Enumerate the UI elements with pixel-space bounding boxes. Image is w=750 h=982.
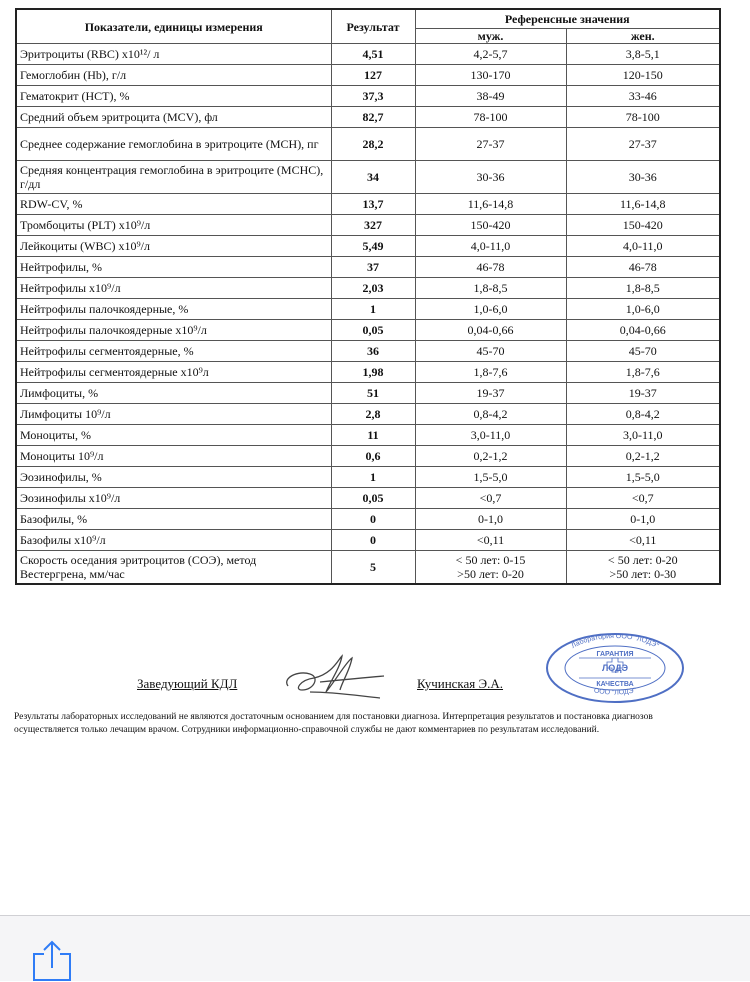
row-ref-female: 33-46 [566, 86, 720, 107]
row-ref-female: 46-78 [566, 257, 720, 278]
row-name: Лимфоциты, % [16, 383, 331, 404]
stamp-middle3: КАЧЕСТВА [596, 681, 634, 688]
stamp-bottom-text: ООО "ЛОДЭ" [593, 687, 637, 697]
row-ref-female: 0,2-1,2 [566, 446, 720, 467]
row-ref-female: <0,11 [566, 530, 720, 551]
row-ref-female: 1,0-6,0 [566, 299, 720, 320]
esr-name-line1: Скорость оседания эритроцитов (СОЭ), метод [20, 553, 257, 567]
row-ref-male: 3,0-11,0 [415, 425, 566, 446]
signature-icon [280, 652, 390, 702]
row-value: 51 [331, 383, 415, 404]
row-ref-female: 150-420 [566, 215, 720, 236]
table-row [16, 383, 720, 404]
row-name: Лейкоциты (WBC) x10⁹/л [16, 236, 331, 257]
row-value: 2,8 [331, 404, 415, 425]
header-male: муж. [415, 29, 566, 44]
row-value: 1 [331, 299, 415, 320]
table-row [16, 404, 720, 425]
disclaimer-text: Результаты лабораторных исследований не являются достаточным основанием для постановки диагноза. Интерпретация результатов и постановка диагнозов осуществляется только лечащим врачом. Сотрудники информационно-справочной службы не дают комментариев по результатам исследований. [14, 712, 653, 735]
row-ref-male: 45-70 [415, 341, 566, 362]
row-ref-male: 38-49 [415, 86, 566, 107]
row-value: 127 [331, 65, 415, 86]
row-ref-female: 45-70 [566, 341, 720, 362]
row-value: 1,98 [331, 362, 415, 383]
row-value: 36 [331, 341, 415, 362]
row-name: Нейтрофилы палочкоядерные x10⁹/л [16, 320, 331, 341]
row-ref-male: 0,2-1,2 [415, 446, 566, 467]
row-ref-male: 27-37 [415, 128, 566, 161]
row-ref-male: 46-78 [415, 257, 566, 278]
row-value: 0,6 [331, 446, 415, 467]
row-name: Нейтрофилы сегментоядерные x10⁹л [16, 362, 331, 383]
row-ref-male: 11,6-14,8 [415, 194, 566, 215]
row-name: Тромбоциты (PLT) x10⁹/л [16, 215, 331, 236]
svg-text:ООО "ЛОДЭ" [593, 687, 637, 696]
row-value: 2,03 [331, 278, 415, 299]
row-ref-male: 0,04-0,66 [415, 320, 566, 341]
row-ref-female: 3,0-11,0 [566, 425, 720, 446]
row-ref-male: 0-1,0 [415, 509, 566, 530]
row-ref-male: <0,7 [415, 488, 566, 509]
table-row [16, 509, 720, 530]
row-name: Нейтрофилы сегментоядерные, % [16, 341, 331, 362]
results-body [16, 44, 720, 585]
row-ref-male: 30-36 [415, 161, 566, 194]
table-row [16, 236, 720, 257]
header-reference: Референсные значения [415, 9, 720, 29]
row-ref-male: 4,0-11,0 [415, 236, 566, 257]
row-ref-male: 130-170 [415, 65, 566, 86]
row-ref-male: <0,11 [415, 530, 566, 551]
row-name: Моноциты, % [16, 425, 331, 446]
table-row [16, 488, 720, 509]
table-row [16, 215, 720, 236]
table-row [16, 362, 720, 383]
header-indicator: Показатели, единицы измерения [16, 9, 331, 44]
row-ref-female: 27-37 [566, 128, 720, 161]
row-value: 13,7 [331, 194, 415, 215]
row-ref-male: 1,8-8,5 [415, 278, 566, 299]
stamp-top-text: Лаборатория ООО "ЛОДЭ" [570, 632, 660, 651]
header-result: Результат [331, 9, 415, 44]
table-row [16, 161, 720, 194]
row-ref-male: 78-100 [415, 107, 566, 128]
esr-name-line2: Вестергрена, мм/час [20, 567, 125, 581]
row-name: Эозинофилы x10⁹/л [16, 488, 331, 509]
row-ref-male: 1,0-6,0 [415, 299, 566, 320]
row-ref-female: 11,6-14,8 [566, 194, 720, 215]
table-row [16, 107, 720, 128]
row-value: 28,2 [331, 128, 415, 161]
row-value: 0,05 [331, 320, 415, 341]
row-name: Гематокрит (НСТ), % [16, 86, 331, 107]
row-name: Нейтрофилы, % [16, 257, 331, 278]
table-row [16, 299, 720, 320]
row-ref-male: 4,2-5,7 [415, 44, 566, 65]
esr-male-line1: < 50 лет: 0-15 [455, 553, 526, 567]
row-name: Средний объем эритроцита (MCV), фл [16, 107, 331, 128]
esr-female-line1: < 50 лет: 0-20 [607, 553, 678, 567]
header-female: жен. [566, 29, 720, 44]
bottom-toolbar [0, 915, 750, 981]
row-name: Моноциты 10⁹/л [16, 446, 331, 467]
table-row [16, 65, 720, 86]
results-table [15, 8, 721, 585]
row-name: Среднее содержание гемоглобина в эритроците (МСН), пг [16, 128, 331, 161]
row-ref-male: 0,8-4,2 [415, 404, 566, 425]
row-ref-female: 0,8-4,2 [566, 404, 720, 425]
row-value: 37 [331, 257, 415, 278]
row-ref-male: 19-37 [415, 383, 566, 404]
row-name: Нейтрофилы палочкоядерные, % [16, 299, 331, 320]
table-row [16, 530, 720, 551]
table-row [16, 128, 720, 161]
row-name: Средняя концентрация гемоглобина в эритроците (МСНС), г/дл [16, 161, 331, 194]
table-row [16, 425, 720, 446]
table-row [16, 551, 720, 585]
row-ref-female: 30-36 [566, 161, 720, 194]
row-value: 4,51 [331, 44, 415, 65]
row-value: 34 [331, 161, 415, 194]
row-ref-female: 0-1,0 [566, 509, 720, 530]
row-ref-female: 19-37 [566, 383, 720, 404]
row-value: 37,3 [331, 86, 415, 107]
row-name: Гемоглобин (Hb), г/л [16, 65, 331, 86]
esr-female-line2: >50 лет: 0-30 [609, 567, 677, 581]
stamp-middle1: ГАРАНТИЯ [596, 651, 634, 658]
row-ref-female: 78-100 [566, 107, 720, 128]
row-value: 0,05 [331, 488, 415, 509]
row-ref-female: 1,5-5,0 [566, 467, 720, 488]
row-ref-male: 1,8-7,6 [415, 362, 566, 383]
table-row [16, 320, 720, 341]
table-row [16, 278, 720, 299]
row-value: 82,7 [331, 107, 415, 128]
row-ref-male: 150-420 [415, 215, 566, 236]
row-name: Базофилы, % [16, 509, 331, 530]
table-row [16, 341, 720, 362]
row-ref-male: 1,5-5,0 [415, 467, 566, 488]
table-row [16, 257, 720, 278]
esr-value: 5 [331, 551, 415, 585]
table-row [16, 446, 720, 467]
row-value: 1 [331, 467, 415, 488]
row-ref-female: 1,8-7,6 [566, 362, 720, 383]
share-icon[interactable] [30, 940, 74, 982]
esr-male-line2: >50 лет: 0-20 [457, 567, 524, 581]
row-value: 0 [331, 509, 415, 530]
row-ref-female: <0,7 [566, 488, 720, 509]
svg-text:Лаборатория ООО "ЛОДЭ" [570, 633, 660, 650]
row-ref-female: 3,8-5,1 [566, 44, 720, 65]
row-value: 11 [331, 425, 415, 446]
row-name: Лимфоциты 10⁹/л [16, 404, 331, 425]
stamp-middle2: ЛОДЭ [601, 663, 629, 673]
row-name: Нейтрофилы x10⁹/л [16, 278, 331, 299]
table-row [16, 86, 720, 107]
row-ref-female: 4,0-11,0 [566, 236, 720, 257]
table-row [16, 194, 720, 215]
lab-stamp-icon [545, 632, 685, 704]
signature-position: Заведующий КДЛ [137, 676, 238, 691]
row-ref-female: 1,8-8,5 [566, 278, 720, 299]
row-value: 0 [331, 530, 415, 551]
table-row [16, 44, 720, 65]
row-name: Эозинофилы, % [16, 467, 331, 488]
signature-name: Кучинская Э.А. [417, 676, 504, 691]
row-name: Эритроциты (RBC) x10¹²/ л [16, 44, 331, 65]
row-ref-female: 0,04-0,66 [566, 320, 720, 341]
row-name: RDW-CV, % [16, 194, 331, 215]
row-ref-female: 120-150 [566, 65, 720, 86]
row-value: 5,49 [331, 236, 415, 257]
row-value: 327 [331, 215, 415, 236]
table-row [16, 467, 720, 488]
row-name: Базофилы x10⁹/л [16, 530, 331, 551]
